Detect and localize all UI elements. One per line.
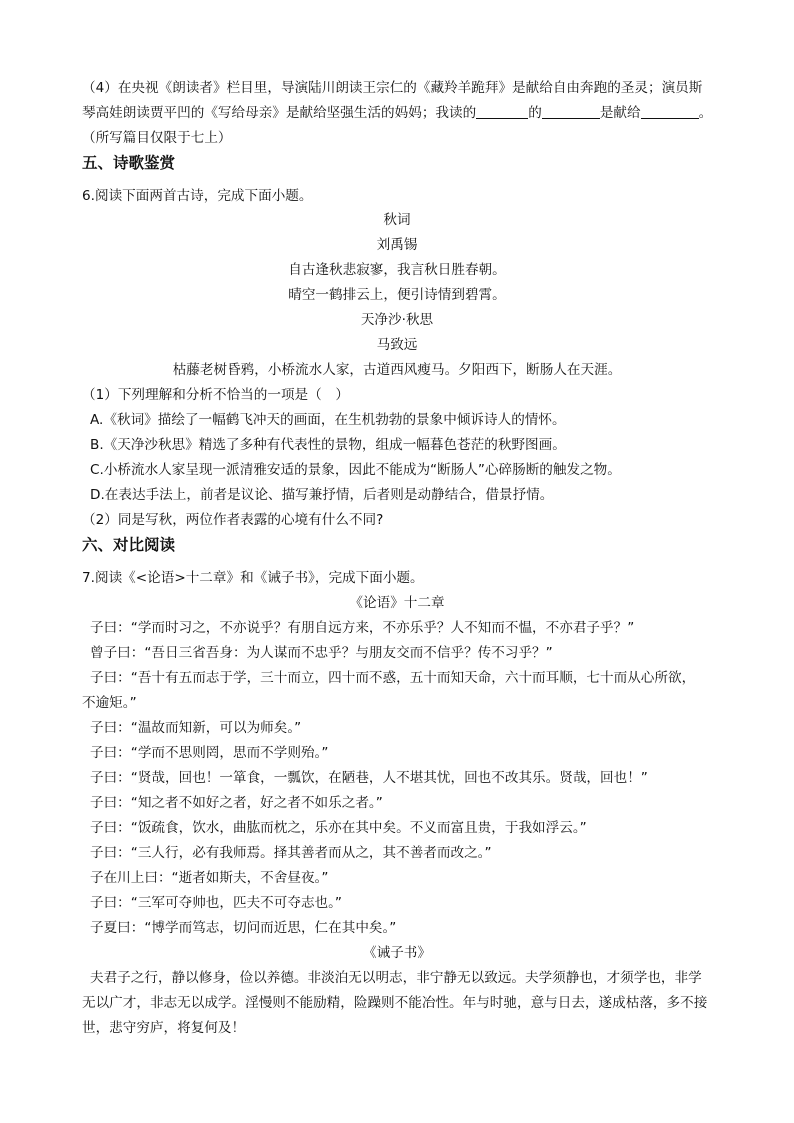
analects-line: 子曰：“温故而知新，可以为师矣。” bbox=[90, 720, 302, 736]
text1-title: 《论语》十二章 bbox=[349, 595, 445, 611]
q6-option-a[interactable]: A.《秋词》描绘了一幅鹤飞冲天的画面，在生机勃勃的景象中倾诉诗人的情怀。 bbox=[90, 412, 566, 428]
poem2-title: 天净沙·秋思 bbox=[360, 312, 434, 328]
q5-item4-line3: （所写篇目仅限于七上） bbox=[82, 130, 232, 146]
analects-line: 子曰：“三人行，必有我师焉。择其善者而从之，其不善者而改之。” bbox=[90, 845, 492, 861]
answer-blank-2[interactable] bbox=[542, 104, 600, 119]
q5-item4-text-a: 琴高娃朗读贾平凹的《写给母亲》是献给坚强生活的妈妈；我读的 bbox=[82, 105, 477, 121]
poem2-author: 马致远 bbox=[376, 337, 418, 353]
analects-line: 不逾矩。” bbox=[82, 695, 137, 711]
analects-line: 子夏曰：“博学而笃志，切问而近思，仁在其中矣。” bbox=[90, 920, 397, 936]
admonition-line1: 夫君子之行，静以修身，俭以养德。非淡泊无以明志，非宁静无以致远。夫学须静也，才须学也，非学 bbox=[90, 970, 702, 986]
q6-option-b[interactable]: B.《天净沙秋思》精选了多种有代表性的景物，组成一幅暮色苍茫的秋野图画。 bbox=[90, 437, 566, 453]
text2-title: 《诫子书》 bbox=[363, 945, 431, 961]
answer-blank-3[interactable] bbox=[641, 104, 699, 119]
analects-line: 曾子曰：“吾日三省吾身：为人谋而不忠乎？与朋友交而不信乎？传不习乎？” bbox=[90, 645, 553, 661]
q7-prompt: 7.阅读《<论语>十二章》和《诫子书》，完成下面小题。 bbox=[82, 570, 424, 586]
poem1-author: 刘禹锡 bbox=[376, 237, 418, 253]
q5-item4-line1: （4）在央视《朗读者》栏目里，导演陆川朗读王宗仁的《藏羚羊跪拜》是献给自由奔跑的圣灵；演员斯 bbox=[82, 80, 703, 96]
analects-line: 子曰：“知之者不如好之者，好之者不如乐之者。” bbox=[90, 795, 383, 811]
q5-item4-text-c: 是献给 bbox=[599, 105, 641, 121]
analects-line: 子曰：“学而不思则罔，思而不学则殆。” bbox=[90, 745, 329, 761]
analects-line: 子曰：“吾十有五而志于学，三十而立，四十而不惑，五十而知天命，六十而耳顺，七十而从心所欲， bbox=[90, 670, 696, 686]
q6-option-d[interactable]: D.在表达手法上，前者是议论、描写兼抒情，后者则是动静结合，借景抒情。 bbox=[90, 487, 554, 503]
q6-sub2: （2）同是写秋，两位作者表露的心境有什么不同? bbox=[82, 512, 384, 528]
q5-item4-text-b: 的 bbox=[528, 105, 542, 121]
section-heading-comparison: 六、对比阅读 bbox=[82, 536, 176, 554]
poem1-line1: 自古逢秋悲寂寥，我言秋日胜春朝。 bbox=[288, 262, 506, 278]
analects-line: 子曰：“饭疏食，饮水，曲肱而枕之，乐亦在其中矣。不义而富且贵，于我如浮云。” bbox=[90, 820, 587, 836]
answer-blank-1[interactable] bbox=[476, 104, 528, 119]
analects-line: 子曰：“学而时习之，不亦说乎？有朋自远方来，不亦乐乎？人不知而不愠，不亦君子乎？” bbox=[90, 620, 635, 636]
q6-prompt: 6.阅读下面两首古诗，完成下面小题。 bbox=[82, 188, 313, 204]
admonition-line2: 无以广才，非志无以成学。淫慢则不能励精，险躁则不能冶性。年与时驰，意与日去，遂成枯落，多不接 bbox=[82, 995, 708, 1011]
q5-item4-text-d: 。 bbox=[698, 105, 713, 121]
admonition-line3: 世，悲守穷庐，将复何及！ bbox=[82, 1020, 246, 1036]
poem2-line1: 枯藤老树昏鸦，小桥流水人家，古道西风瘦马。夕阳西下，断肠人在天涯。 bbox=[172, 362, 622, 378]
analects-line: 子曰：“三军可夺帅也，匹夫不可夺志也。” bbox=[90, 895, 342, 911]
poem1-title: 秋词 bbox=[383, 212, 411, 228]
q5-item4-line2 bbox=[82, 103, 722, 123]
q6-sub1: （1）下列理解和分析不恰当的一项是（ ） bbox=[82, 387, 349, 403]
q6-option-c[interactable]: C.小桥流水人家呈现一派清雅安适的景象，因此不能成为“断肠人”心碎肠断的触发之物。 bbox=[90, 462, 621, 478]
poem1-line2: 晴空一鹤排云上，便引诗情到碧霄。 bbox=[288, 287, 506, 303]
analects-line: 子在川上曰：“逝者如斯夫，不舍昼夜。” bbox=[90, 870, 329, 886]
section-heading-poetry: 五、诗歌鉴赏 bbox=[82, 154, 176, 172]
analects-line: 子曰：“贤哉，回也！一箪食，一瓢饮，在陋巷，人不堪其忧，回也不改其乐。贤哉，回也！” bbox=[90, 770, 648, 786]
